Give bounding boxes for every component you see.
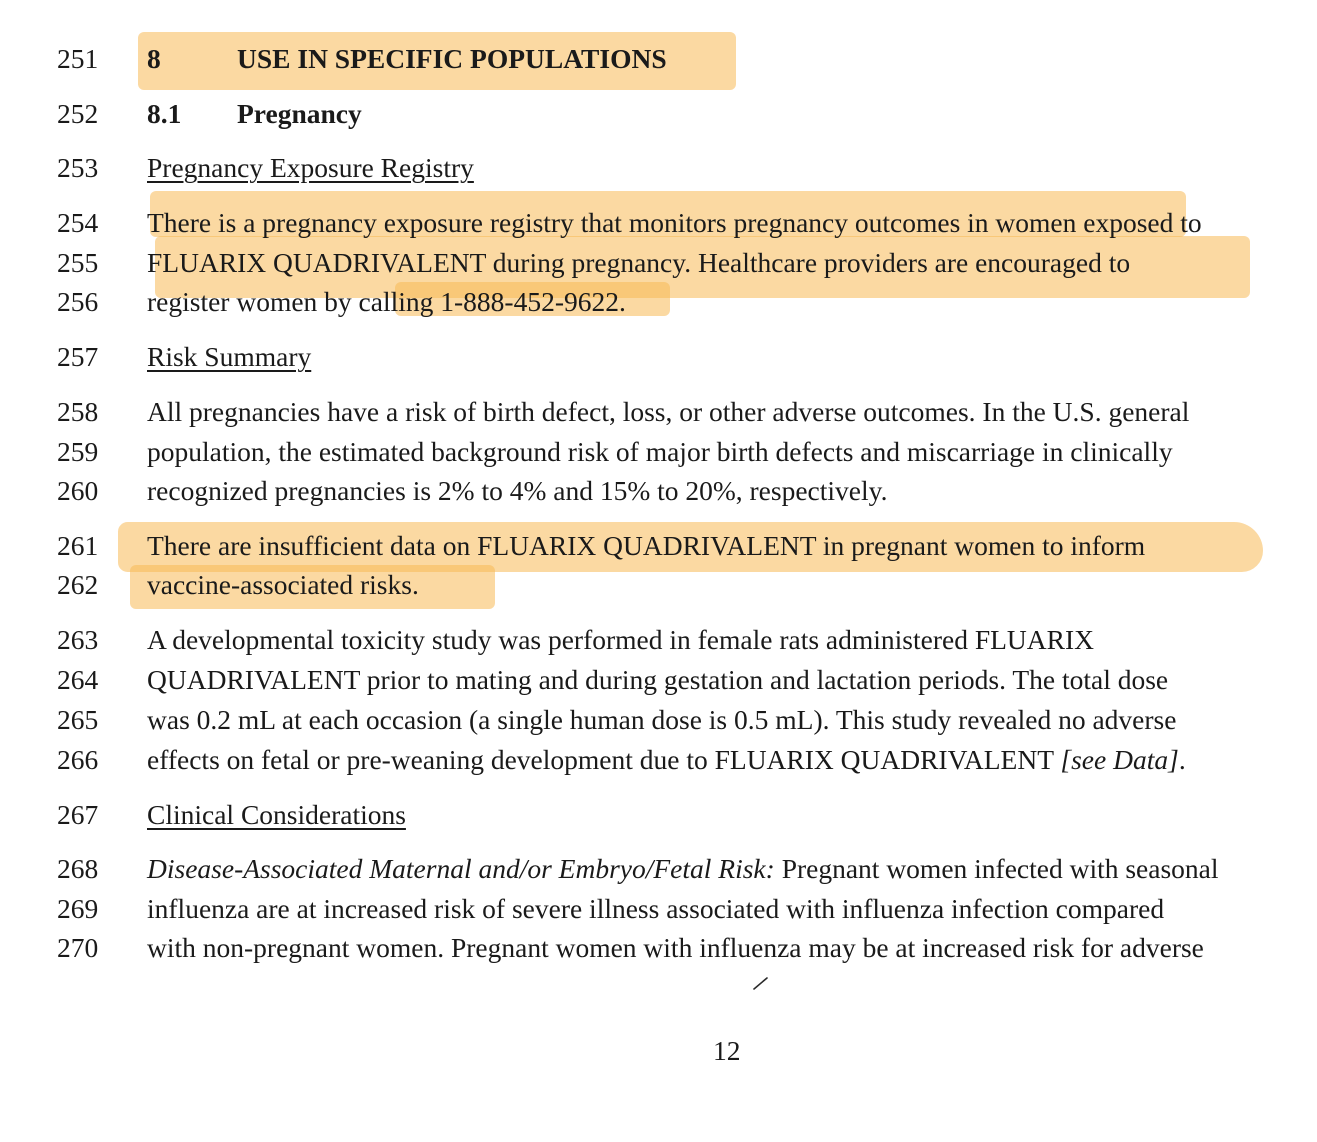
line-text: QUADRIVALENT prior to mating and during gestation and lactation periods. The total dose [147,664,1169,695]
line-number: 255 [57,247,99,278]
line-text: register women by calling 1-888-452-9622. [147,286,626,317]
line-text-with-citation [147,740,1186,780]
line-text: recognized pregnancies is 2% to 4% and 15% to 20%, respectively. [147,475,888,506]
page-number: 12 [713,1035,741,1066]
line-number: 270 [57,932,99,963]
line-text: FLUARIX QUADRIVALENT during pregnancy. Healthcare providers are encouraged to [147,247,1131,278]
line-number: 262 [57,569,99,600]
line-number: 259 [57,436,99,467]
line-text: with non-pregnant women. Pregnant women with influenza may be at increased risk for adverse [147,932,1204,963]
line-text-with-lead [147,849,1219,889]
line-text-suffix: . [1178,744,1186,775]
line-text: vaccine-associated risks. [147,569,419,600]
pen-stroke-mark [752,975,770,991]
line-text: population, the estimated background risk of major birth defects and miscarriage in clinically [147,436,1173,467]
subsection-number: 8.1 [147,98,182,129]
line-text: A developmental toxicity study was performed in female rats administered FLUARIX [147,624,1094,655]
line-number: 253 [57,152,99,183]
line-text: was 0.2 mL at each occasion (a single human dose is 0.5 mL). This study revealed no adverse [147,704,1177,735]
line-number: 264 [57,664,99,695]
subheading-registry: Pregnancy Exposure Registry [147,152,474,183]
line-text: effects on fetal or pre-weaning development due to FLUARIX QUADRIVALENT [147,744,1061,775]
line-number: 269 [57,893,99,924]
line-number: 254 [57,207,99,238]
line-number: 267 [57,799,99,830]
line-text: Pregnant women infected with seasonal [774,853,1219,884]
line-number: 266 [57,744,99,775]
italic-lead-in: Disease-Associated Maternal and/or Embryo/Fetal Risk: [147,853,775,884]
line-text: influenza are at increased risk of severe illness associated with influenza infection compared [147,893,1165,924]
line-text: There is a pregnancy exposure registry that monitors pregnancy outcomes in women exposed to [147,207,1202,238]
line-number: 260 [57,475,99,506]
line-number: 265 [57,704,99,735]
see-data-citation: [see Data] [1060,744,1179,775]
subheading-risk-summary: Risk Summary [147,341,312,372]
line-number: 257 [57,341,99,372]
line-text: There are insufficient data on FLUARIX QUADRIVALENT in pregnant women to inform [147,530,1146,561]
line-number: 258 [57,396,99,427]
subsection-heading: Pregnancy [237,98,362,129]
line-number: 256 [57,286,99,317]
line-number: 268 [57,853,99,884]
section-number: 8 [147,43,161,74]
section-heading: USE IN SPECIFIC POPULATIONS [237,43,667,74]
subheading-clinical-considerations: Clinical Considerations [147,799,406,830]
line-number: 252 [57,98,99,129]
line-text: All pregnancies have a risk of birth defect, loss, or other adverse outcomes. In the U.S. general [147,396,1190,427]
line-number: 263 [57,624,99,655]
line-number: 251 [57,43,99,74]
line-number: 261 [57,530,99,561]
